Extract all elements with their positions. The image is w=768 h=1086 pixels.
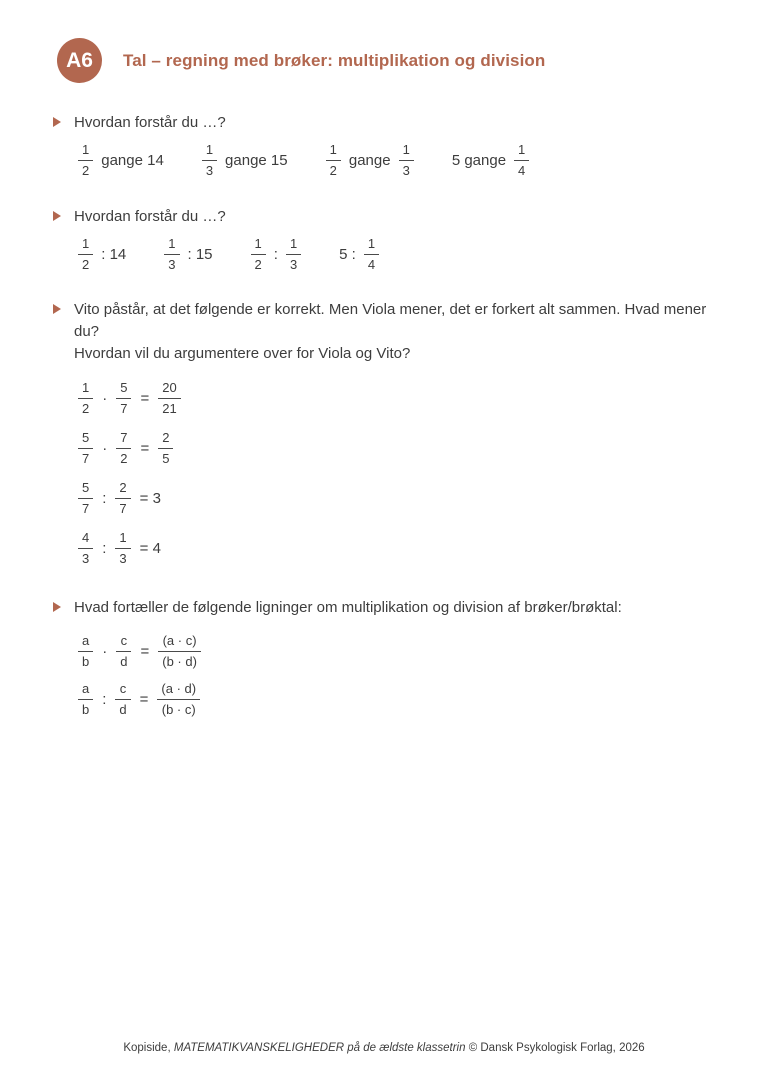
math-expression: [326, 142, 414, 178]
section-general-rules: [53, 597, 768, 719]
math-expression: [164, 236, 212, 272]
equation-list: [53, 623, 768, 719]
bullet-arrow-icon: [53, 211, 61, 221]
math-text: = 3: [139, 489, 161, 507]
math-expression: [78, 142, 164, 178]
prompt-row: [53, 597, 768, 619]
fraction: $\frac{1}{4}$: [364, 236, 379, 272]
expression-row: [78, 142, 768, 178]
fraction: $\frac{c}{d}$: [115, 681, 130, 717]
math-equation: [78, 529, 161, 567]
footer-text-prefix: Kopiside,: [123, 1042, 174, 1054]
fraction: $\frac{(a \cdot c)}{(b \cdot d)}$: [158, 633, 201, 669]
math-text: ·: [102, 642, 108, 660]
fraction: $\frac{(a \cdot d)}{(b \cdot c)}$: [157, 681, 200, 717]
math-text: gange: [348, 151, 391, 169]
fraction: $\frac{1}{2}$: [326, 142, 341, 178]
prompt-text: Hvordan forstår du …?: [74, 208, 226, 225]
footer-text-suffix: © Dansk Psykologisk Forlag, 2026: [465, 1042, 645, 1054]
footer-book-title: MATEMATIKVANSKELIGHEDER på de ældste klassetrin: [173, 1042, 466, 1054]
prompt-text: Hvad fortæller de følgende ligninger om multiplikation og division af brøker/brøktal:: [74, 599, 622, 616]
math-text: ·: [102, 439, 108, 457]
fraction: $\frac{1}{3}$: [286, 236, 301, 272]
prompt-row: [53, 112, 768, 134]
math-text: :: [102, 690, 107, 708]
math-text: : 15: [187, 245, 213, 263]
fraction: $\frac{1}{3}$: [115, 530, 130, 566]
math-expression: [339, 236, 379, 272]
fraction: $\frac{1}{2}$: [78, 236, 93, 272]
fraction: $\frac{1}{2}$: [251, 236, 266, 272]
math-text: = 4: [139, 539, 161, 557]
expression-row: [78, 236, 768, 272]
fraction: $\frac{2}{7}$: [115, 480, 130, 516]
math-equation: [78, 429, 173, 467]
fraction: $\frac{1}{3}$: [202, 142, 217, 178]
math-text: 5 :: [339, 245, 356, 263]
equation-list: [53, 367, 768, 567]
math-text: 5 gange: [451, 151, 507, 169]
math-text: :: [102, 539, 107, 557]
task-badge: A6: [57, 38, 102, 83]
math-text: gange 15: [225, 151, 288, 169]
content: [53, 112, 768, 719]
bullet-arrow-icon: [53, 117, 61, 127]
fraction: $\frac{c}{d}$: [116, 633, 131, 669]
section-multiplication-questions: [53, 112, 768, 178]
prompt-text: Hvordan forstår du …?: [74, 114, 226, 131]
section-vito-viola: [53, 299, 768, 567]
bullet-arrow-icon: [53, 602, 61, 612]
fraction: $\frac{20}{21}$: [158, 380, 180, 416]
math-text: ·: [102, 389, 108, 407]
fraction: $\frac{1}{2}$: [78, 142, 93, 178]
footer: [0, 1042, 768, 1054]
fraction: $\frac{1}{3}$: [164, 236, 179, 272]
math-text: =: [139, 690, 149, 708]
math-expression: [452, 142, 529, 178]
fraction: $\frac{a}{b}$: [78, 681, 93, 717]
math-text: : 14: [101, 245, 127, 263]
fraction: $\frac{2}{5}$: [158, 430, 173, 466]
math-expression: [202, 142, 288, 178]
fraction: $\frac{5}{7}$: [116, 380, 131, 416]
fraction: $\frac{5}{7}$: [78, 480, 93, 516]
bullet-arrow-icon: [53, 304, 61, 314]
math-text: :: [273, 245, 278, 263]
fraction: $\frac{1}{4}$: [514, 142, 529, 178]
fraction: $\frac{1}{3}$: [399, 142, 414, 178]
prompt-line: Hvordan vil du argumentere over for Viola og Vito?: [74, 345, 411, 362]
prompt-line: Vito påstår, at det følgende er korrekt. Men Viola mener, det er forkert alt sammen. Hvad mener du?: [74, 301, 707, 340]
math-equation: [78, 631, 201, 671]
section-division-questions: [53, 206, 768, 272]
math-equation: [78, 379, 181, 417]
math-equation: [78, 479, 161, 517]
math-expression: [78, 236, 126, 272]
fraction: $\frac{7}{2}$: [116, 430, 131, 466]
math-equation: [78, 679, 200, 719]
page-title: Tal – regning med brøker: multiplikation og division: [123, 50, 546, 70]
fraction: $\frac{1}{2}$: [78, 380, 93, 416]
prompt-row: [53, 299, 768, 365]
math-expression: [251, 236, 302, 272]
fraction: $\frac{a}{b}$: [78, 633, 93, 669]
header: [57, 0, 768, 83]
fraction: $\frac{5}{7}$: [78, 430, 93, 466]
math-text: =: [140, 642, 150, 660]
prompt-row: [53, 206, 768, 228]
math-text: :: [102, 489, 107, 507]
math-text: =: [140, 439, 150, 457]
fraction: $\frac{4}{3}$: [78, 530, 93, 566]
math-text: =: [140, 389, 150, 407]
prompt-text: [74, 299, 734, 365]
math-text: gange 14: [101, 151, 164, 169]
